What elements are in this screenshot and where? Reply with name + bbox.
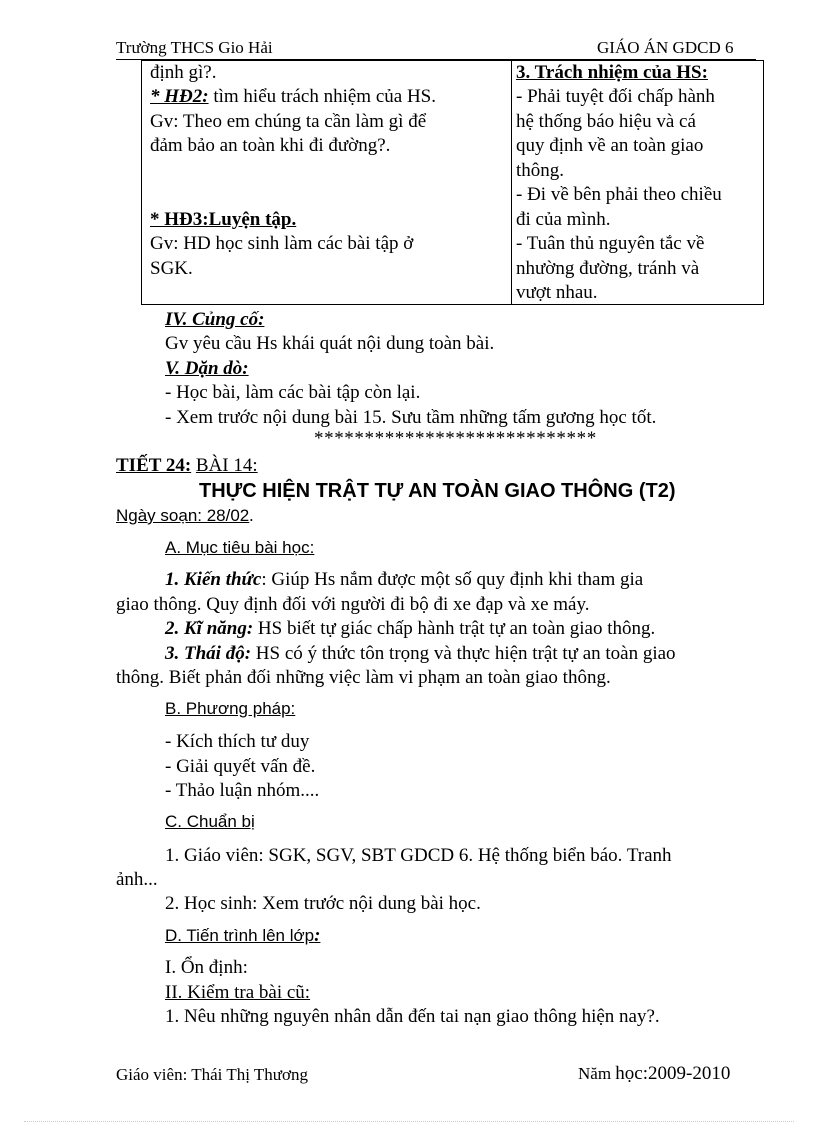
table-right-line: thông.	[516, 160, 565, 181]
homework-item: - Xem trước nội dung bài 15. Sưu tầm những tấm gương học tốt.	[165, 407, 657, 428]
date-label: Ngày soạn: 28/02	[116, 506, 250, 525]
table-left-line: đảm bảo an toàn khi đi đường?.	[150, 135, 391, 156]
table-right-line: - Tuân thủ nguyên tắc về	[516, 233, 705, 254]
school-name: Trường THCS Gio Hải	[116, 38, 273, 57]
teacher-preparation-2: ảnh...	[116, 869, 158, 890]
knowledge-line-2: giao thông. Quy định đối với người đi bộ đi xe đạp và xe máy.	[116, 594, 590, 615]
separator: ****************************	[314, 428, 597, 449]
period-label: TIẾT 24:	[116, 455, 192, 476]
activity-3-label: * HĐ3:Luyện tập.	[150, 209, 297, 230]
activity-2-label: * HĐ2:	[150, 86, 209, 107]
homework-heading: V. Dặn dò:	[165, 358, 249, 379]
table-right-line: đi của mình.	[516, 209, 611, 230]
table-right-line: vượt nhau.	[516, 282, 598, 303]
section-a-heading: A. Mục tiêu bài học:	[165, 538, 315, 557]
responsibility-heading: 3. Trách nhiệm của HS:	[516, 62, 708, 83]
teacher-preparation: 1. Giáo viên: SGK, SGV, SBT GDCD 6. Hệ thống biển báo. Tranh	[165, 845, 672, 866]
table-left-line: Gv: Theo em chúng ta cần làm gì để	[150, 111, 427, 132]
footer-year: Năm học:2009-2010	[578, 1063, 731, 1084]
review-question: 1. Nêu những nguyên nhân dẫn đến tai nạn giao thông hiện nay?.	[165, 1006, 660, 1027]
table-right-line: nhường đường, tránh và	[516, 258, 700, 279]
attitude-line-2: thông. Biết phản đối những việc làm vi phạm an toàn giao thông.	[116, 667, 611, 688]
section-c-heading: C. Chuẩn bị	[165, 812, 255, 831]
step-review: II. Kiểm tra bài cũ:	[165, 982, 311, 1003]
homework-item: - Học bài, làm các bài tập còn lại.	[165, 382, 421, 403]
table-left-line: * HĐ2: tìm hiểu trách nhiệm của HS.	[150, 86, 436, 107]
table-right-line: - Phải tuyệt đối chấp hành	[516, 86, 715, 107]
section-b-heading: B. Phương pháp:	[165, 699, 296, 718]
footer-teacher: Giáo viên: Thái Thị Thương	[116, 1065, 308, 1084]
attitude-line: 3. Thái độ: HS có ý thức tôn trọng và thực hiện trật tự an toàn giao	[165, 643, 676, 664]
table-left-line: Gv: HD học sinh làm các bài tập ở	[150, 233, 414, 254]
consolidate-heading: IV. Củng cố:	[165, 309, 265, 330]
skill-line: 2. Kĩ năng: HS biết tự giác chấp hành trật tự an toàn giao thông.	[165, 618, 656, 639]
table-left-line: SGK.	[150, 258, 193, 279]
knowledge-label: 1. Kiến thức	[165, 569, 262, 590]
table-divider	[511, 61, 512, 304]
section-d-heading: D. Tiến trình lên lớp:	[165, 925, 321, 946]
page-bottom-edge	[24, 1121, 794, 1122]
lesson-number: BÀI 14:	[195, 455, 258, 476]
date-line: Ngày soạn: 28/02.	[116, 506, 254, 525]
attitude-label: 3. Thái độ:	[165, 643, 252, 664]
section-d-title: D. Tiến trình lên lớp	[165, 926, 315, 945]
method-item: - Giải quyết vấn đề.	[165, 756, 316, 777]
skill-label: 2. Kĩ năng:	[165, 618, 254, 639]
step-stabilize: I. Ổn định:	[165, 957, 248, 978]
table-right-line: hệ thống báo hiệu và cá	[516, 111, 696, 132]
knowledge-line: 1. Kiến thức: Giúp Hs nắm được một số quy định khi tham gia	[165, 569, 644, 590]
lesson-title: THỰC HIỆN TRẬT TỰ AN TOÀN GIAO THÔNG (T2)	[199, 480, 676, 502]
table-right-line: - Đi về bên phải theo chiều	[516, 184, 722, 205]
method-item: - Kích thích tư duy	[165, 731, 310, 752]
consolidate-text: Gv yêu cầu Hs khái quát nội dung toàn bài.	[165, 333, 495, 354]
lesson-heading	[116, 455, 258, 477]
table-right-line: quy định về an toàn giao	[516, 135, 704, 156]
subject-header: GIÁO ÁN GDCD 6	[597, 38, 734, 57]
table-left-line: định gì?.	[150, 62, 217, 83]
student-preparation: 2. Học sinh: Xem trước nội dung bài học.	[165, 893, 481, 914]
method-item: - Thảo luận nhóm....	[165, 780, 320, 801]
